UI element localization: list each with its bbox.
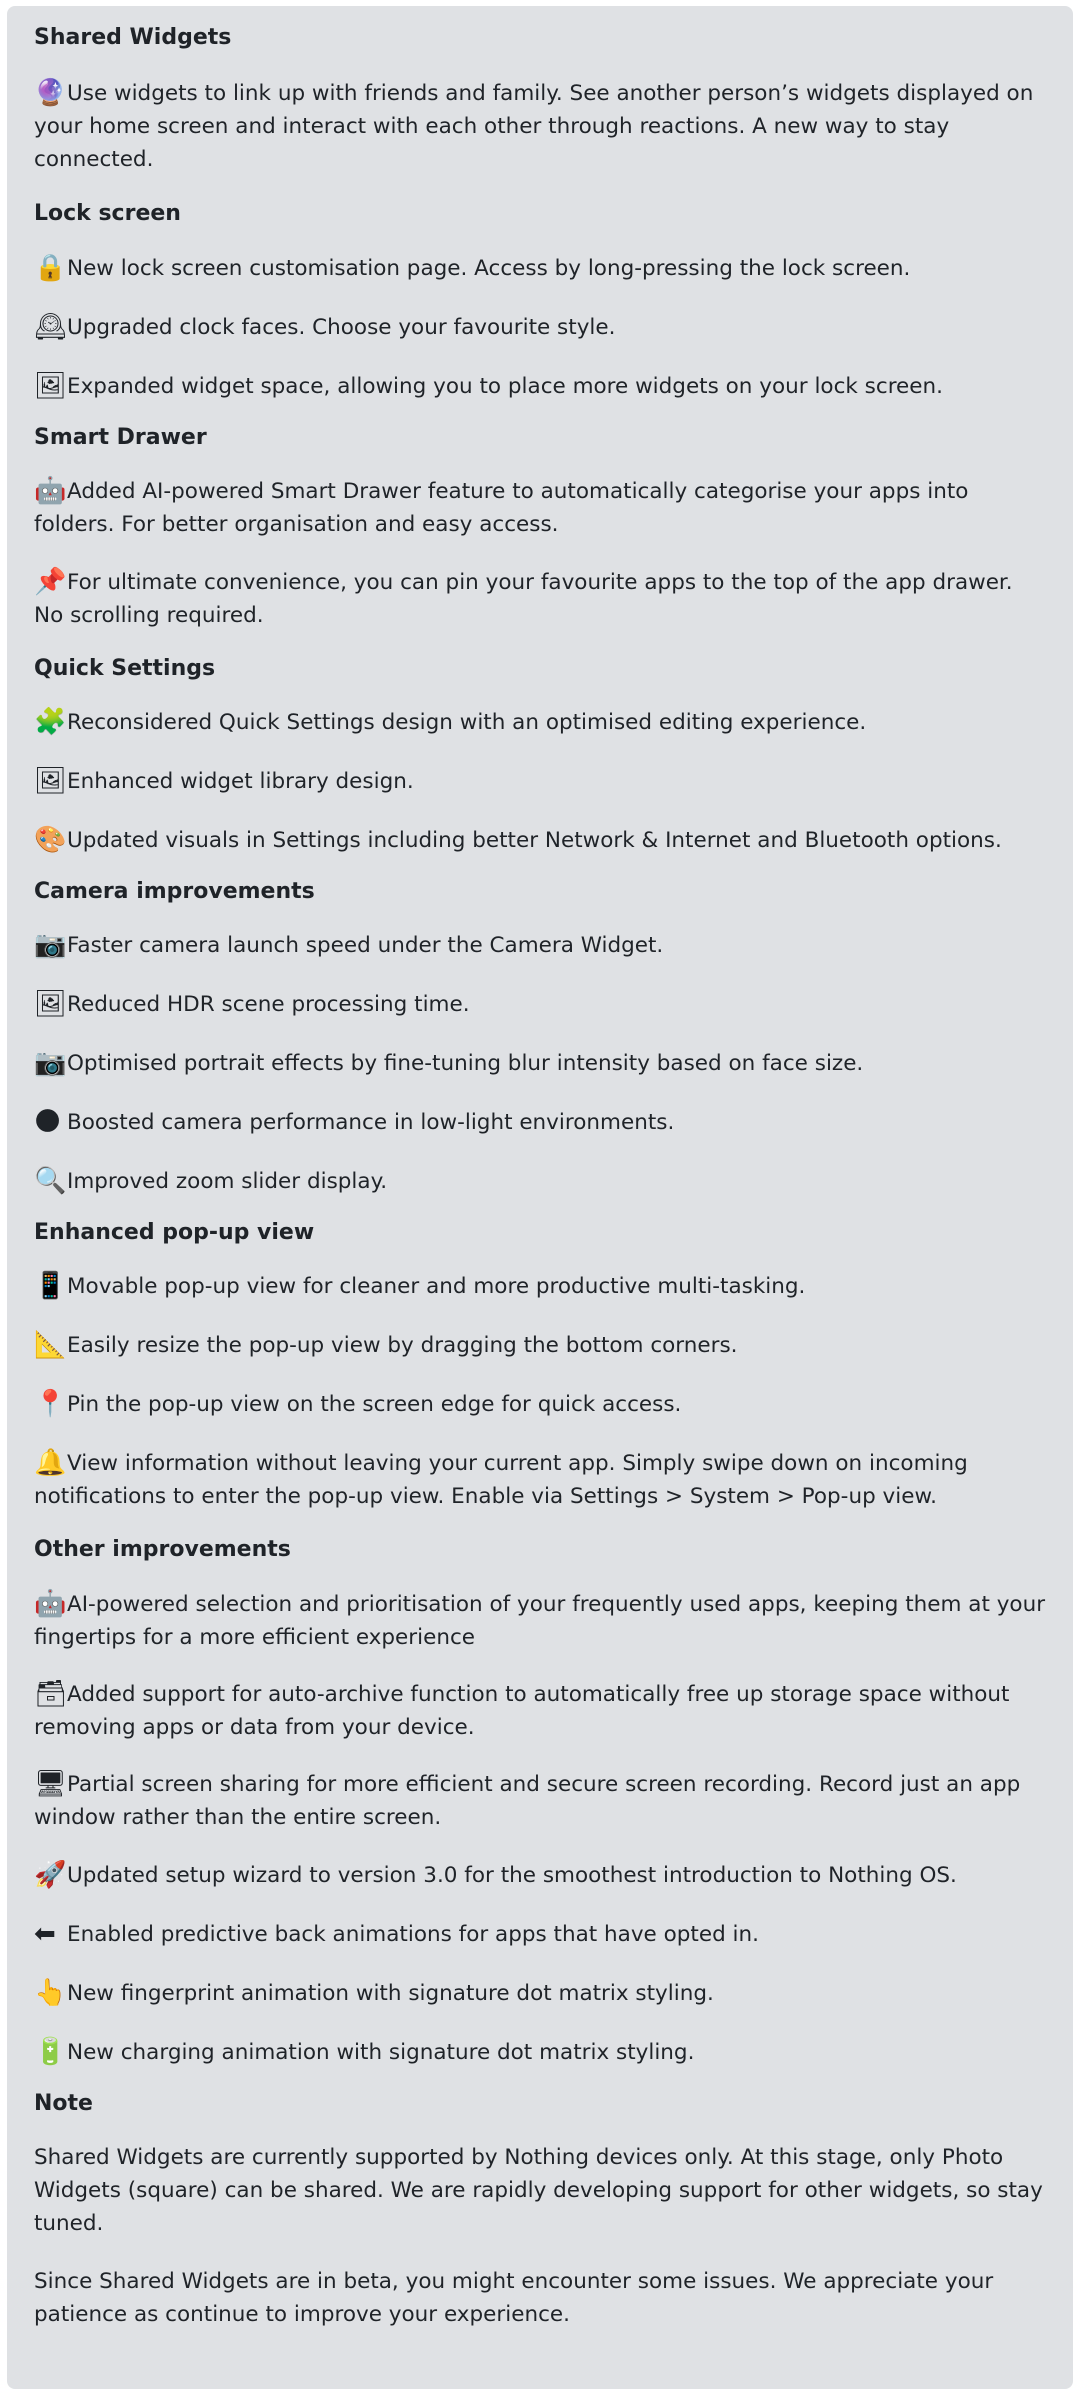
crystal-ball-icon: 🔮 (34, 78, 67, 108)
list-item: ⬅ Enabled predictive back animations for apps that have opted in. (34, 1919, 759, 1949)
lock-icon: 🔒 (34, 253, 67, 283)
list-item: 🤖Added AI-powered Smart Drawer feature to automatically categorise your apps into folders. For better organisation and easy access. (34, 476, 969, 537)
list-item: 📱Movable pop-up view for cleaner and more productive multi-tasking. (34, 1271, 806, 1301)
pushpin-icon: 📌 (34, 567, 67, 597)
list-item: 🔒New lock screen customisation page. Access by long-pressing the lock screen. (34, 253, 911, 283)
triangular-ruler-icon: 📐 (34, 1330, 67, 1360)
list-item: 🔍Improved zoom slider display. (34, 1166, 388, 1196)
list-item: 📷Faster camera launch speed under the Camera Widget. (34, 930, 664, 960)
section-title-note: Note (34, 2091, 93, 2116)
note-body (34, 2141, 1046, 2331)
list-item: 🔔View information without leaving your current app. Simply swipe down on incoming notifications to enter the pop-up view. Enable via Settings > System > Pop-up view. (34, 1448, 968, 1509)
release-notes-card (7, 6, 1073, 2389)
robot-icon: 🤖 (34, 476, 67, 506)
left-arrow-icon: ⬅ (34, 1919, 56, 1949)
framed-picture-icon: 🖼 (34, 766, 68, 796)
framed-picture-icon: 🖼 (34, 989, 68, 1019)
magnifier-icon: 🔍 (34, 1166, 67, 1196)
rocket-icon: 🚀 (34, 1860, 67, 1890)
camera-icon: 📷 (34, 1048, 67, 1078)
list-item: 🔮Use widgets to link up with friends and family. See another person’s widgets displayed on your home screen and interact with each other through reactions. A new way to stay connected. (34, 78, 1034, 172)
round-pushpin-icon: 📍 (34, 1389, 67, 1419)
section-title-lock-screen: Lock screen (34, 201, 181, 226)
note-paragraph: Shared Widgets are currently supported by Nothing devices only. At this stage, only Photo Widgets (square) can be shared. We are rapidly developing support for other widgets, so stay tuned. (34, 2145, 1043, 2236)
list-item: 🗃Added support for auto-archive function to automatically free up storage space without removing apps or data from your device. (34, 1679, 1010, 1740)
robot-icon: 🤖 (34, 1589, 67, 1619)
pointing-finger-icon: 👆 (34, 1978, 67, 2008)
palette-icon: 🎨 (34, 825, 67, 855)
list-item: 🧩Reconsidered Quick Settings design with an optimised editing experience. (34, 707, 867, 737)
list-item: 🚀Updated setup wizard to version 3.0 for the smoothest introduction to Nothing OS. (34, 1860, 957, 1890)
list-item: 🎨Updated visuals in Settings including better Network & Internet and Bluetooth options. (34, 825, 1002, 855)
clock-icon: 🕰 (34, 312, 68, 342)
card-file-box-icon: 🗃 (34, 1679, 68, 1709)
list-item: 🖼Reduced HDR scene processing time. (34, 989, 470, 1019)
list-item: 📌For ultimate convenience, you can pin your favourite apps to the top of the app drawer. No scrolling required. (34, 567, 1013, 628)
list-item: 👆New fingerprint animation with signature dot matrix styling. (34, 1978, 714, 2008)
camera-icon: 📷 (34, 930, 67, 960)
list-item: 🕰Upgraded clock faces. Choose your favourite style. (34, 312, 616, 342)
section-title-other-improvements: Other improvements (34, 1537, 291, 1562)
framed-picture-icon: 🖼 (34, 371, 68, 401)
section-title-camera-improvements: Camera improvements (34, 879, 315, 904)
section-title-enhanced-pop-up-view: Enhanced pop-up view (34, 1220, 315, 1245)
bell-icon: 🔔 (34, 1448, 67, 1478)
list-item: 📐Easily resize the pop-up view by dragging the bottom corners. (34, 1330, 738, 1360)
new-moon-icon: 🌑 (34, 1107, 62, 1137)
section-title-shared-widgets: Shared Widgets (34, 25, 232, 50)
list-item: 🌑 Boosted camera performance in low-light environments. (34, 1107, 675, 1137)
section-title-smart-drawer: Smart Drawer (34, 425, 207, 450)
puzzle-piece-icon: 🧩 (34, 707, 67, 737)
mobile-phone-icon: 📱 (34, 1271, 67, 1301)
list-item: 📍Pin the pop-up view on the screen edge for quick access. (34, 1389, 682, 1419)
note-paragraph: Since Shared Widgets are in beta, you might encounter some issues. We appreciate your patience as continue to improve your experience. (34, 2269, 994, 2327)
list-item: 📷Optimised portrait effects by fine-tuning blur intensity based on face size. (34, 1048, 864, 1078)
list-item: 🖥Partial screen sharing for more efficient and secure screen recording. Record just an app window rather than the entire screen. (34, 1769, 1021, 1830)
list-item: 🔋New charging animation with signature dot matrix styling. (34, 2037, 695, 2067)
list-item: 🖼Enhanced widget library design. (34, 766, 414, 796)
desktop-computer-icon: 🖥 (34, 1769, 68, 1799)
list-item: 🖼Expanded widget space, allowing you to place more widgets on your lock screen. (34, 371, 943, 401)
list-item: 🤖AI-powered selection and prioritisation of your frequently used apps, keeping them at your fingertips for a more efficient experience (34, 1589, 1046, 1650)
section-title-quick-settings: Quick Settings (34, 656, 216, 681)
battery-icon: 🔋 (34, 2037, 67, 2067)
